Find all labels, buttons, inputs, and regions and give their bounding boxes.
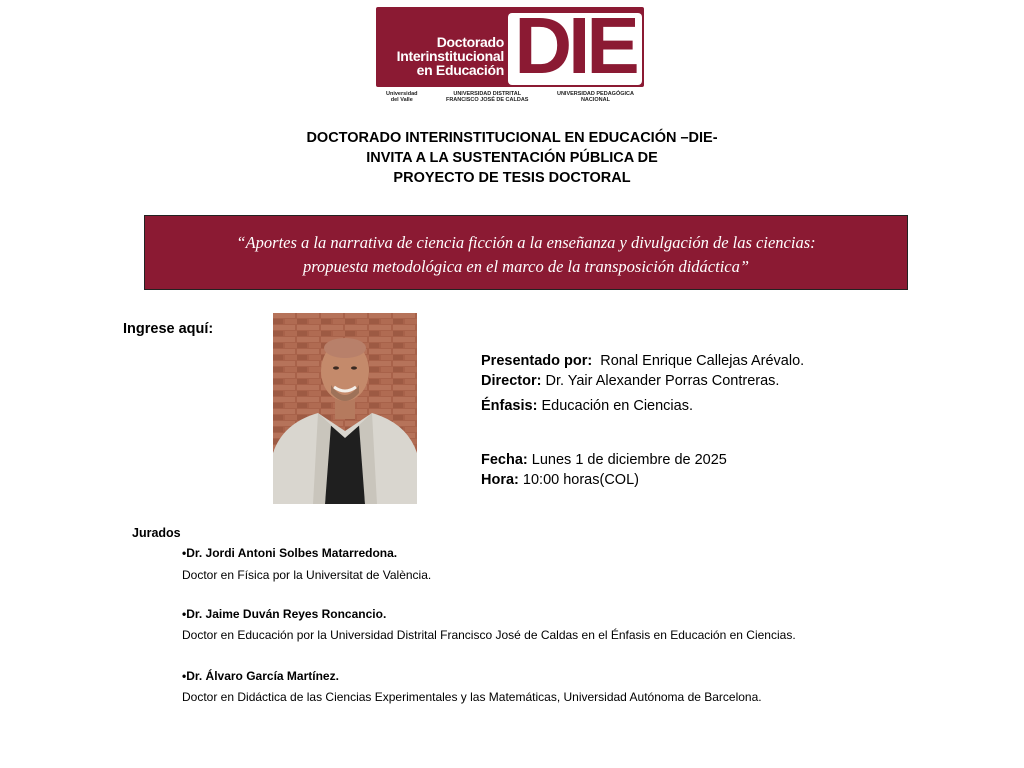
jurado-name-1: •Dr. Jordi Antoni Solbes Matarredona. — [182, 546, 398, 560]
logo-text-line-3: en Educación — [416, 62, 504, 78]
enfasis-value: Educación en Ciencias. — [541, 398, 693, 414]
university-pedagogica: UNIVERSIDAD PEDAGÓGICA NACIONAL — [556, 91, 634, 103]
hora-line — [481, 470, 639, 490]
fecha-line — [481, 450, 727, 470]
thesis-title-line-2: propuesta metodológica en el marco de la transposición didáctica” — [302, 257, 750, 276]
enfasis-line — [481, 396, 693, 416]
logo-acronym: DIE — [514, 1, 636, 90]
jurado-desc-2: Doctor en Educación por la Universidad Distrital Francisco José de Caldas en el Énfasis en Educación en Ciencias. — [182, 628, 796, 642]
jurado-name-2: •Dr. Jaime Duván Reyes Roncancio. — [182, 607, 387, 621]
logo-text — [384, 35, 504, 77]
invitation-header — [0, 128, 1024, 188]
hora-value: 10:00 horas(COL) — [522, 472, 639, 488]
logo-universities — [376, 91, 644, 103]
jurado-name-3: •Dr. Álvaro García Martínez. — [182, 669, 339, 683]
university-univalle: Universidad del Valle — [386, 91, 418, 103]
director-line — [481, 371, 779, 391]
jurado-desc-3: Doctor en Didáctica de las Ciencias Experimentales y las Matemáticas, Universidad Autónoma de Barcelona. — [182, 690, 762, 704]
logo-text-line-1: Doctorado — [436, 34, 504, 50]
hora-label: Hora: — [481, 472, 519, 488]
fecha-label: Fecha: — [481, 452, 528, 468]
presenter-photo — [273, 313, 417, 504]
director-label: Director: — [481, 373, 542, 389]
header-line-3: PROYECTO DE TESIS DOCTORAL — [393, 170, 631, 186]
logo-text-line-2: Interinstitucional — [396, 48, 504, 64]
thesis-title — [145, 231, 907, 279]
presentado-por-value: Ronal Enrique Callejas Arévalo. — [600, 353, 805, 369]
thesis-title-box — [144, 215, 908, 290]
jurados-label: Jurados — [132, 526, 181, 540]
fecha-value: Lunes 1 de diciembre de 2025 — [531, 452, 727, 468]
university-distrital: UNIVERSIDAD DISTRITAL FRANCISCO JOSÉ DE CALDAS — [445, 91, 529, 103]
header-line-2: INVITA A LA SUSTENTACIÓN PÚBLICA DE — [366, 150, 658, 166]
ingrese-aqui-link[interactable]: Ingrese aquí: — [123, 321, 214, 337]
thesis-title-line-1: “Aportes a la narrativa de ciencia ficción a la enseñanza y divulgación de las ciencias: — [236, 233, 816, 252]
director-value: Dr. Yair Alexander Porras Contreras. — [545, 373, 780, 389]
header-line-1: DOCTORADO INTERINSTITUCIONAL EN EDUCACIÓN –DIE- — [306, 130, 718, 146]
presentado-por-label: Presentado por: — [481, 353, 593, 369]
jurado-desc-1: Doctor en Física por la Universitat de València. — [182, 568, 432, 582]
presentado-por-line — [481, 351, 804, 371]
enfasis-label: Énfasis: — [481, 398, 538, 414]
die-logo — [376, 1, 646, 111]
